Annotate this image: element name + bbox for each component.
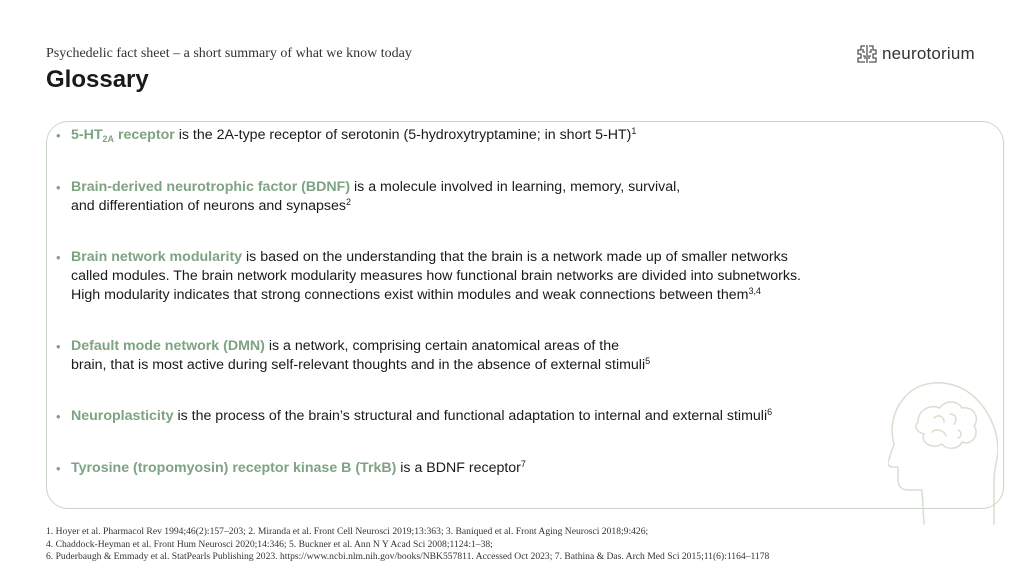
glossary-entry-modularity [56,248,916,305]
bullet: • [56,180,61,195]
references [46,526,769,564]
definition-line: is based on the understanding that the brain is a network made up of smaller networks [246,249,788,265]
bullet: • [56,128,61,143]
reference-mark: 7 [520,459,526,469]
glossary-entry-neuroplasticity [56,407,916,426]
definition-line: and differentiation of neurons and synapses [71,198,347,214]
glossary-entry-bdnf [56,178,916,216]
term-bdnf: Brain-derived neurotrophic factor (BDNF) [71,179,351,195]
term-trkb: Tyrosine (tropomyosin) receptor kinase B (TrkB) [71,460,397,476]
reference-mark: 6 [767,407,773,417]
definition-line: called modules. The brain network modularity measures how functional brain networks are divided into subnetworks. [71,268,801,284]
reference-line: 4. Chaddock-Heyman et al. Front Hum Neurosci 2020;14:346; 5. Buckner et al. Ann N Y Acad Sci 2008;1124:1–38; [46,538,493,550]
bullet: • [56,250,61,265]
logo [856,43,975,65]
brain-maze-icon [856,43,878,65]
page-subtitle: Psychedelic fact sheet – a short summary of what we know today [46,46,412,61]
reference-line: 1. Hoyer et al. Pharmacol Rev 1994;46(2):157–203; 2. Miranda et al. Front Cell Neurosci 2019;13:363; 3. Baniqued et al. Front Aging Neurosci 2018;9:426; [46,526,649,537]
logo-text: neurotorium [882,44,975,63]
term-default-mode-network: Default mode network (DMN) [71,338,265,354]
glossary-entry-5ht2a [56,126,916,145]
bullet: • [56,409,61,424]
bullet: • [56,461,61,476]
definition-line: brain, that is most active during self-relevant thoughts and in the absence of external stimuli [71,357,646,373]
reference-line: 6. Puderbaugh & Emmady et al. StatPearls Publishing 2023. https://www.ncbi.nlm.nih.gov/books/NBK557811. Accessed Oct 2023; 7. Bathina & Das. Arch Med Sci 2015;11(6):1164–1178 [46,551,770,563]
bullet: • [56,339,61,354]
definition-line: is a network, comprising certain anatomical areas of the [268,338,619,354]
term-brain-network-modularity: Brain network modularity [71,249,243,265]
glossary-entry-dmn [56,337,916,375]
definition-line: High modularity indicates that strong connections exist within modules and weak connections between them [71,287,749,303]
page-title: Glossary [46,66,149,93]
term-5ht2a-receptor: $5-HT_{2A}$ receptor [71,127,175,144]
reference-mark: 1 [631,126,637,136]
head-brain-icon [888,370,998,526]
reference-mark: 5 [645,356,651,366]
term-neuroplasticity: Neuroplasticity [71,408,174,424]
definition-line: is a molecule involved in learning, memory, survival, [354,179,681,195]
reference-mark: 3,4 [748,286,761,296]
definition-line: is the 2A-type receptor of serotonin (5-hydroxytryptamine; in short 5-HT) [178,127,632,143]
definition-line: is the process of the brain’s structural and functional adaptation to internal and external stimuli [177,408,768,424]
glossary-entry-trkb [56,459,916,478]
definition-line: is a BDNF receptor [400,460,521,476]
reference-mark: 2 [346,197,352,207]
